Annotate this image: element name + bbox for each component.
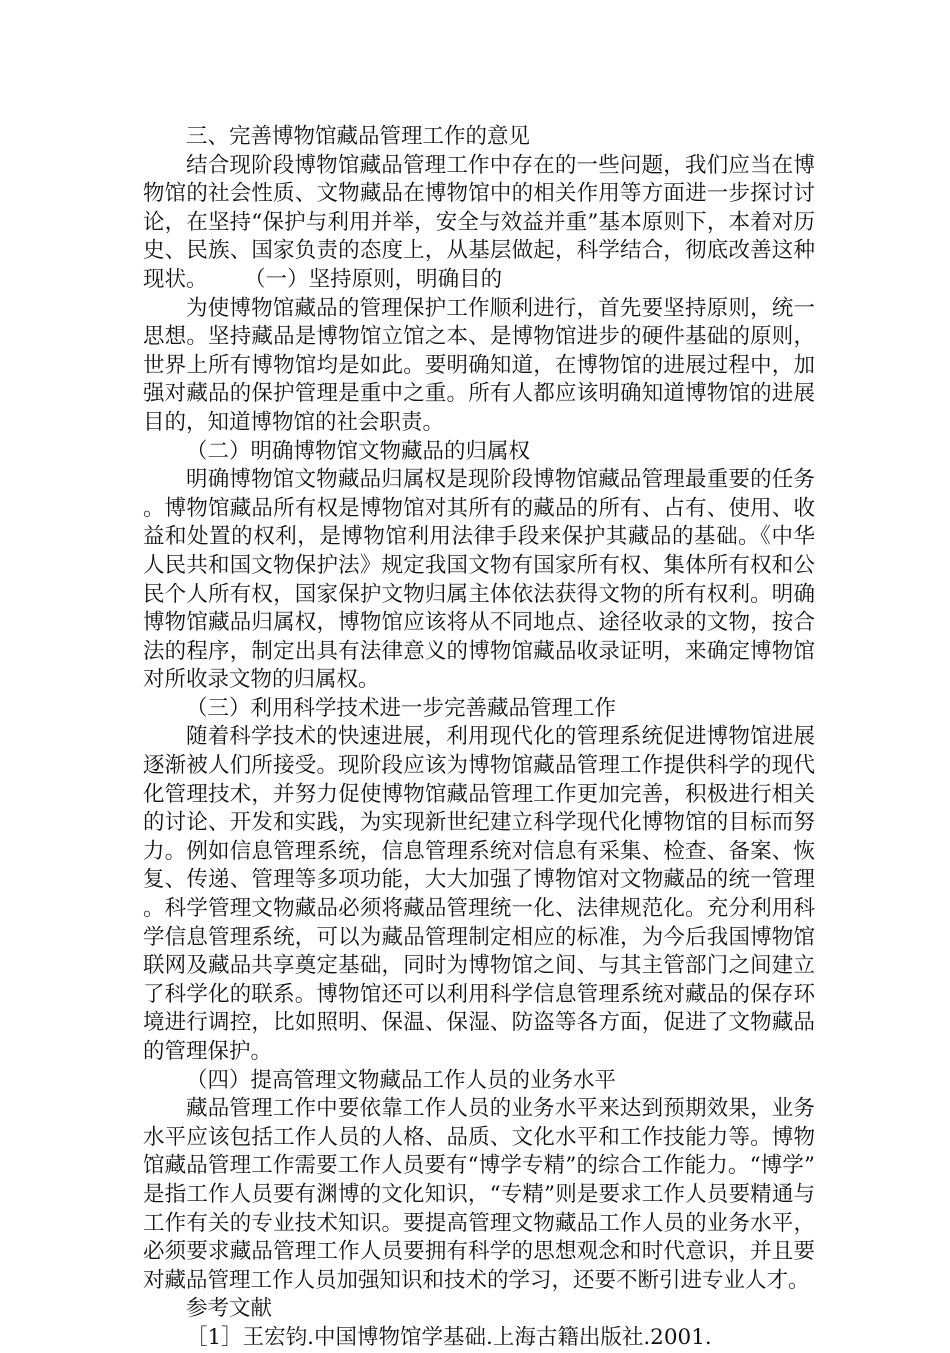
section-title: 三、完善博物馆藏品管理工作的意见 [186, 124, 531, 149]
references-title: 参考文献 [186, 1296, 273, 1322]
reference-item: ［1］王宏钧.中国博物馆学基础.上海古籍出版社.2001. [186, 1324, 712, 1350]
subsection-3-paragraph: 随着科学技术的快速进展，利用现代化的管理系统促进博物馆进展逐渐被人们所接受。现阶段应该为博物馆藏品管理工作提供科学的现代化管理技术，并努力促使博物馆藏品管理工作更加完善，积极进行相关的讨论、开发和实践，为实现新世纪建立科学现代化博物馆的目标而努力。例如信息管理系统，信息管理系统对信息有采集、检查、备案、恢复、传递、管理等多项功能，大大加强了博物馆对文物藏品的统一管理。科学管理文物藏品必须将藏品管理统一化、法律规范化。充分利用科学信息管理系统，可以为藏品管理制定相应的标准，为今后我国博物馆联网及藏品共享奠定基础，同时为博物馆之间、与其主管部门之间建立了科学化的联系。博物馆还可以利用科学信息管理系统对藏品的保存环境进行调控，比如照明、保温、保湿、防盗等各方面，促进了文物藏品的管理保护。 [143, 724, 815, 1064]
subsection-3-title: （三）利用科学技术进一步完善藏品管理工作 [186, 695, 617, 721]
subsection-2-paragraph: 明确博物馆文物藏品归属权是现阶段博物馆藏品管理最重要的任务。博物馆藏品所有权是博物馆对其所有的藏品的所有、占有、使用、收益和处置的权利，是博物馆利用法律手段来保护其藏品的基础。《中华人民共和国文物保护法》规定我国文物有国家所有权、集体所有权和公民个人所有权，国家保护文物归属主体依法获得文物的所有权利。明确博物馆藏品归属权，博物馆应该将从不同地点、途径收录的文物，按合法的程序，制定出具有法律意义的博物馆藏品收录证明，来确定博物馆对所收录文物的归属权。 [143, 467, 815, 693]
subsection-4-paragraph: 藏品管理工作中要依靠工作人员的业务水平来达到预期效果，业务水平应该包括工作人员的人格、品质、文化水平和工作技能力等。博物馆藏品管理工作需要工作人员要有“博学专精”的综合工作能力。“博学”是指工作人员要有渊博的文化知识，“专精”则是要求工作人员要精通与工作有关的专业技术知识。要提高管理文物藏品工作人员的业务水平，必须要求藏品管理工作人员要拥有科学的思想观念和时代意识，并且要对藏品管理工作人员加强知识和技术的学习，还要不断引进专业人才。 [143, 1096, 815, 1293]
intro-paragraph [143, 152, 815, 295]
intro-paragraph-text: 结合现阶段博物馆藏品管理工作中存在的一些问题，我们应当在博物馆的社会性质、文物藏品在博物馆中的相关作用等方面进一步探讨讨论，在坚持“保护与利用并举，安全与效益并重”基本原则下，本着对历史、民族、国家负责的态度上，从基层做起，科学结合，彻底改善这种现状。 [143, 152, 815, 292]
document-page [143, 123, 815, 1353]
subsection-1-paragraph: 为使博物馆藏品的管理保护工作顺利进行，首先要坚持原则，统一思想。坚持藏品是博物馆立馆之本、是博物馆进步的硬件基础的原则，世界上所有博物馆均是如此。要明确知道，在博物馆的进展过程中，加强对藏品的保护管理是重中之重。所有人都应该明确知道博物馆的进展目的，知道博物馆的社会职责。 [143, 295, 815, 435]
subsection-4-title: （四）提高管理文物藏品工作人员的业务水平 [186, 1067, 617, 1093]
subsection-1-title: （一）坚持原则，明确目的 [254, 266, 503, 292]
subsection-2-title: （二）明确博物馆文物藏品的归属权 [186, 438, 531, 464]
